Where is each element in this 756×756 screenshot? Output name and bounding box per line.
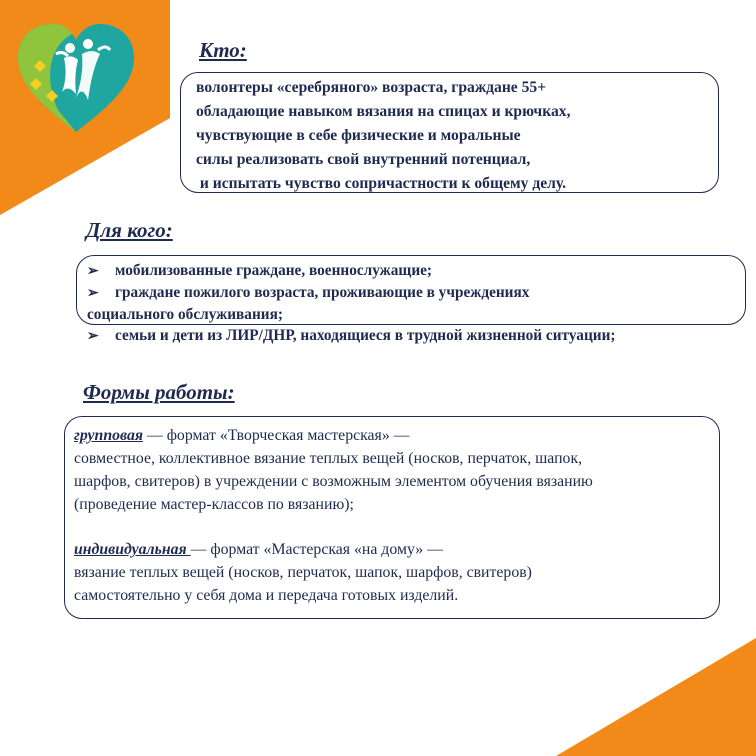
form-description-line: самостоятельно у себя дома и передача готовых изделий. <box>74 587 459 604</box>
form-format-group: — формат «Творческая мастерская» — <box>143 427 410 444</box>
arrow-bullet-icon: ➢ <box>87 329 99 344</box>
form-description-line: совместное, коллективное вязание теплых вещей (носков, перчаток, шапок, <box>74 450 583 467</box>
arrow-bullet-icon: ➢ <box>87 286 99 301</box>
who-box <box>180 72 719 193</box>
who-line: волонтеры «серебряного» возраста, граждане 55+ <box>196 79 547 96</box>
heading-for-whom: Для кого: <box>86 218 173 242</box>
logo-heart-icon <box>12 14 140 142</box>
who-line: силы реализовать свой внутренний потенциал, <box>196 151 531 168</box>
heading-forms: Формы работы: <box>83 380 235 404</box>
for-whom-box <box>76 255 746 344</box>
form-individual-title <box>74 538 711 561</box>
form-group-title <box>74 424 711 447</box>
form-term-group: групповая <box>74 427 143 444</box>
form-description-line: вязание теплых вещей (носков, перчаток, шапок, шарфов, свитеров) <box>74 564 532 581</box>
form-description-line: (проведение мастер-классов по вязанию); <box>74 496 354 513</box>
list-item: ➢ семьи и дети из ЛИР/ДНР, находящиеся в трудной жизненной ситуации; <box>87 325 739 347</box>
list-item-continuation: социального обслуживания; <box>87 306 283 323</box>
orange-corner-bottom-right <box>556 638 756 756</box>
list-item: ➢ граждане пожилого возраста, проживающие в учреждениях <box>87 282 739 304</box>
form-term-individual: индивидуальная <box>74 541 191 558</box>
form-description-line: шарфов, свитеров) в учреждении с возможным элементом обучения вязанию <box>74 473 593 490</box>
who-line: обладающие навыком вязания на спицах и крючках, <box>196 103 571 120</box>
who-line: чувствующие в себе физические и моральные <box>196 127 521 144</box>
form-format-individual: — формат «Мастерская «на дому» — <box>190 541 443 558</box>
who-line: и испытать чувство сопричастности к общему делу. <box>196 175 567 192</box>
arrow-bullet-icon: ➢ <box>87 264 99 279</box>
forms-box <box>64 416 720 619</box>
list-item: ➢ мобилизованные граждане, военнослужащие; <box>87 260 739 282</box>
heading-who: Кто: <box>199 38 247 62</box>
